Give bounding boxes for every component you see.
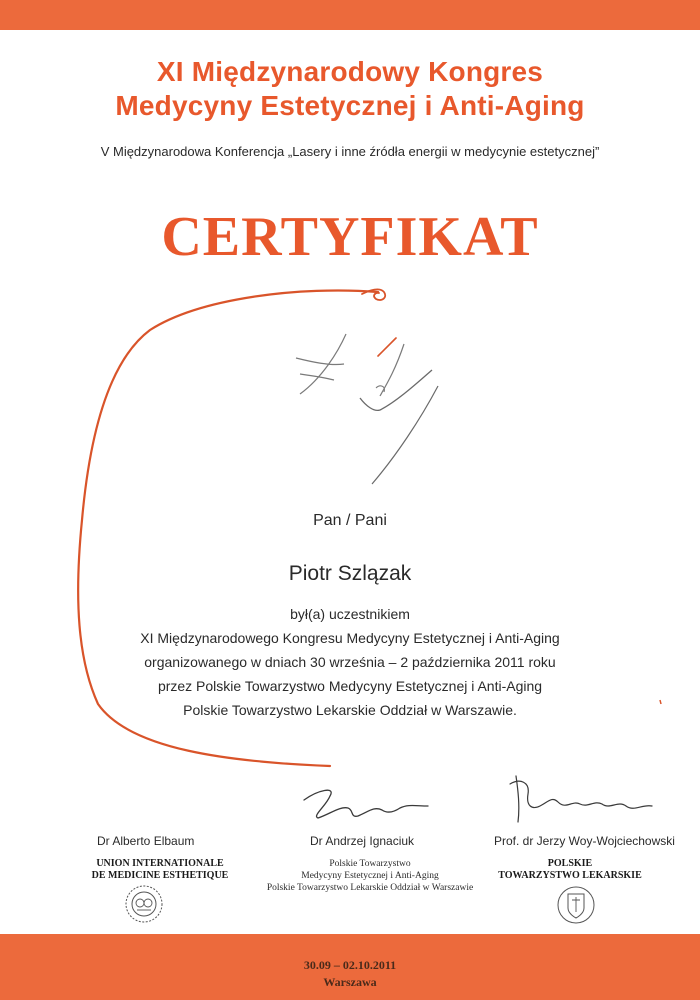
- event-dates: 30.09 – 02.10.2011: [303, 958, 397, 972]
- signature-ignaciuk: [304, 790, 428, 818]
- signatory-center-name: Dr Andrzej Ignaciuk: [310, 834, 415, 848]
- signatory-center-org-line3: Polskie Towarzystwo Lekarskie Oddział w Warszawie: [266, 883, 474, 893]
- ptl-seal-icon: [556, 884, 596, 926]
- signatory-right-org-line1: POLSKIE: [547, 858, 593, 869]
- body-line-3: organizowanego w dniach 30 września – 2 października 2011 roku: [144, 654, 556, 670]
- congress-title-line1: XI Międzynarodowy Kongres: [156, 56, 544, 87]
- recipient-name: Piotr Szlązak: [288, 562, 412, 585]
- decorative-torso-line6: [372, 386, 438, 484]
- signatory-center-org-line1: Polskie Towarzystwo: [329, 859, 411, 869]
- signatory-left-org-line1: UNION INTERNATIONALE: [96, 858, 224, 869]
- signatory-left-org-line2: DE MEDICINE ESTHETIQUE: [91, 870, 229, 881]
- signatory-center-org-line2: Medycyny Estetycznej i Anti-Aging: [301, 871, 439, 881]
- decorative-red-accent: [378, 338, 396, 356]
- decorative-torso-line3: [300, 374, 334, 380]
- top-color-band: [0, 0, 700, 30]
- body-line-2: XI Międzynarodowego Kongresu Medycyny Estetycznej i Anti-Aging: [140, 630, 560, 646]
- event-city: Warszawa: [323, 975, 377, 989]
- certificate-heading: CERTYFIKAT: [161, 206, 539, 268]
- body-line-1: był(a) uczestnikiem: [290, 606, 410, 622]
- body-line-5: Polskie Towarzystwo Lekarskie Oddział w Warszawie.: [183, 702, 517, 718]
- uime-seal-icon: [124, 884, 164, 924]
- body-line-4: przez Polskie Towarzystwo Medycyny Estetycznej i Anti-Aging: [157, 678, 543, 694]
- decorative-torso-line7: [376, 386, 384, 392]
- salutation: Pan / Pani: [313, 512, 387, 529]
- congress-title-line2: Medycyny Estetycznej i Anti-Aging: [115, 90, 585, 121]
- decorative-torso-line5: [360, 370, 432, 410]
- decorative-torso-line4: [380, 344, 404, 396]
- decorative-spiral: [362, 289, 385, 300]
- decorative-torso-line2: [300, 334, 346, 394]
- signature-woy-wojciechowski: [510, 776, 652, 822]
- signatory-left-name: Dr Alberto Elbaum: [97, 834, 195, 848]
- decorative-torso-line1: [296, 358, 344, 365]
- signatory-right-org-line2: TOWARZYSTWO LEKARSKIE: [498, 870, 642, 881]
- signatory-right-name: Prof. dr Jerzy Woy-Wojciechowski: [494, 834, 675, 848]
- conference-subtitle: V Międzynarodowa Konferencja „Lasery i inne źródła energii w medycynie estetycznej”: [100, 144, 600, 159]
